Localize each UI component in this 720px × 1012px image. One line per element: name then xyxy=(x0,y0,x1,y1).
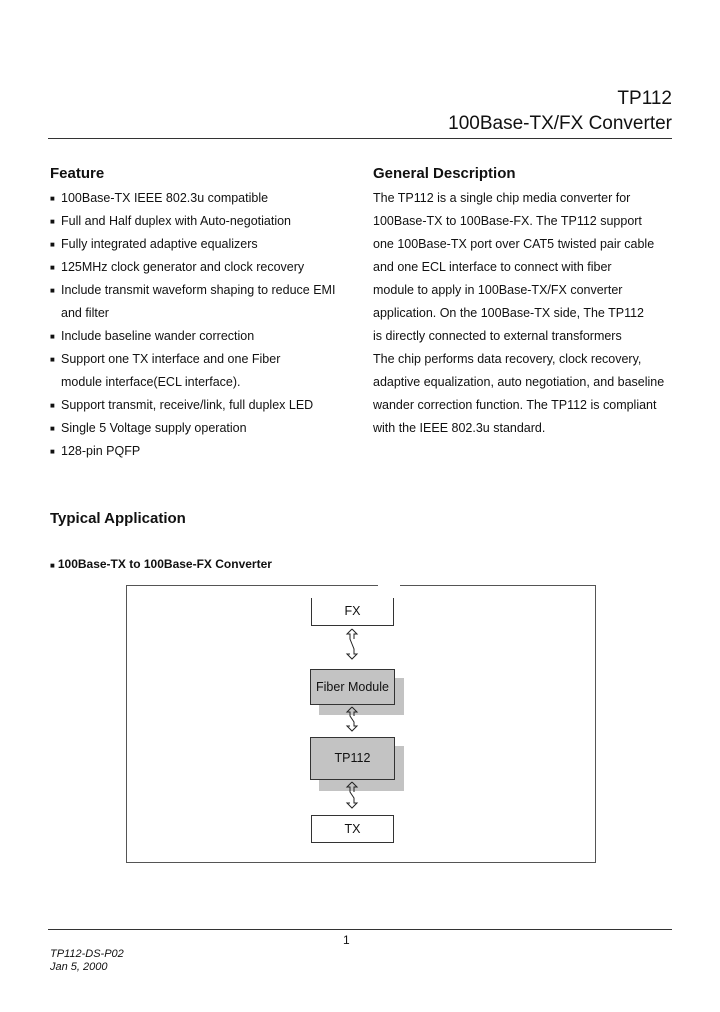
bullet-icon: ■ xyxy=(50,194,55,203)
fx-box xyxy=(311,598,394,626)
double-arrow-icon xyxy=(342,705,362,733)
bullet-icon: ■ xyxy=(50,424,55,433)
general-description-heading: General Description xyxy=(373,165,516,182)
description-paragraph: The TP112 is a single chip media converter for 100Base-TX to 100Base-FX. The TP112 support one 100Base-TX port over CAT5 twisted pair cable and one ECL interface to connect with fiber module to apply in 100Base-TX/FX converter application. On the 100Base-TX side, The TP112 is directly connected to external transformers xyxy=(373,191,655,343)
bullet-icon: ■ xyxy=(50,447,55,456)
bullet-icon: ■ xyxy=(50,401,55,410)
typical-application-heading: Typical Application xyxy=(50,510,186,527)
feature-item: ■ Include baseline wander correction xyxy=(50,325,350,348)
bullet-icon: ■ xyxy=(50,355,55,364)
header-divider xyxy=(48,138,672,139)
bullet-icon: ■ xyxy=(50,240,55,249)
bullet-icon: ■ xyxy=(50,561,55,570)
document-date: Jan 5, 2000 xyxy=(50,961,108,973)
feature-item: ■ Fully integrated adaptive equalizers xyxy=(50,233,350,256)
feature-list xyxy=(50,187,350,463)
feature-item: ■ 128-pin PQFP xyxy=(50,440,350,463)
fx-label: FX xyxy=(344,604,361,618)
tx-box xyxy=(311,815,394,843)
feature-item: ■ Support transmit, receive/link, full duplex LED xyxy=(50,394,350,417)
bullet-icon: ■ xyxy=(50,263,55,272)
feature-item: ■ Single 5 Voltage supply operation xyxy=(50,417,350,440)
double-arrow-icon xyxy=(342,627,362,661)
tx-label: TX xyxy=(344,822,361,836)
bullet-icon: ■ xyxy=(50,286,55,295)
feature-item: ■ 100Base-TX IEEE 802.3u compatible xyxy=(50,187,350,210)
application-subheading: ■ 100Base-TX to 100Base-FX Converter xyxy=(50,557,272,571)
feature-item: ■ Include transmit waveform shaping to reduce EMI and filter xyxy=(50,279,350,325)
fiber-module-box xyxy=(310,669,395,705)
feature-item: ■ Full and Half duplex with Auto-negotiation xyxy=(50,210,350,233)
fiber-module-label: Fiber Module xyxy=(316,680,389,694)
feature-heading: Feature xyxy=(50,165,105,182)
bullet-icon: ■ xyxy=(50,332,55,341)
page-number: 1 xyxy=(343,933,350,947)
tp112-chip-box xyxy=(310,737,395,780)
bullet-icon: ■ xyxy=(50,217,55,226)
general-description-body xyxy=(373,187,673,440)
description-paragraph: The chip performs data recovery, clock recovery, adaptive equalization, auto negotiation, and baseline wander correction function. The TP112 is compliant with the IEEE 802.3u standard. xyxy=(373,352,665,435)
feature-item: ■ 125MHz clock generator and clock recovery xyxy=(50,256,350,279)
footer-divider xyxy=(48,929,672,930)
document-id: TP112-DS-P02 xyxy=(50,948,124,960)
document-subtitle: 100Base-TX/FX Converter xyxy=(448,113,672,134)
tp112-chip-label: TP112 xyxy=(334,751,371,765)
double-arrow-icon xyxy=(342,780,362,810)
document-title: TP112 xyxy=(617,88,672,109)
application-diagram xyxy=(126,585,596,863)
feature-item: ■ Support one TX interface and one Fiber module interface(ECL interface). xyxy=(50,348,350,394)
